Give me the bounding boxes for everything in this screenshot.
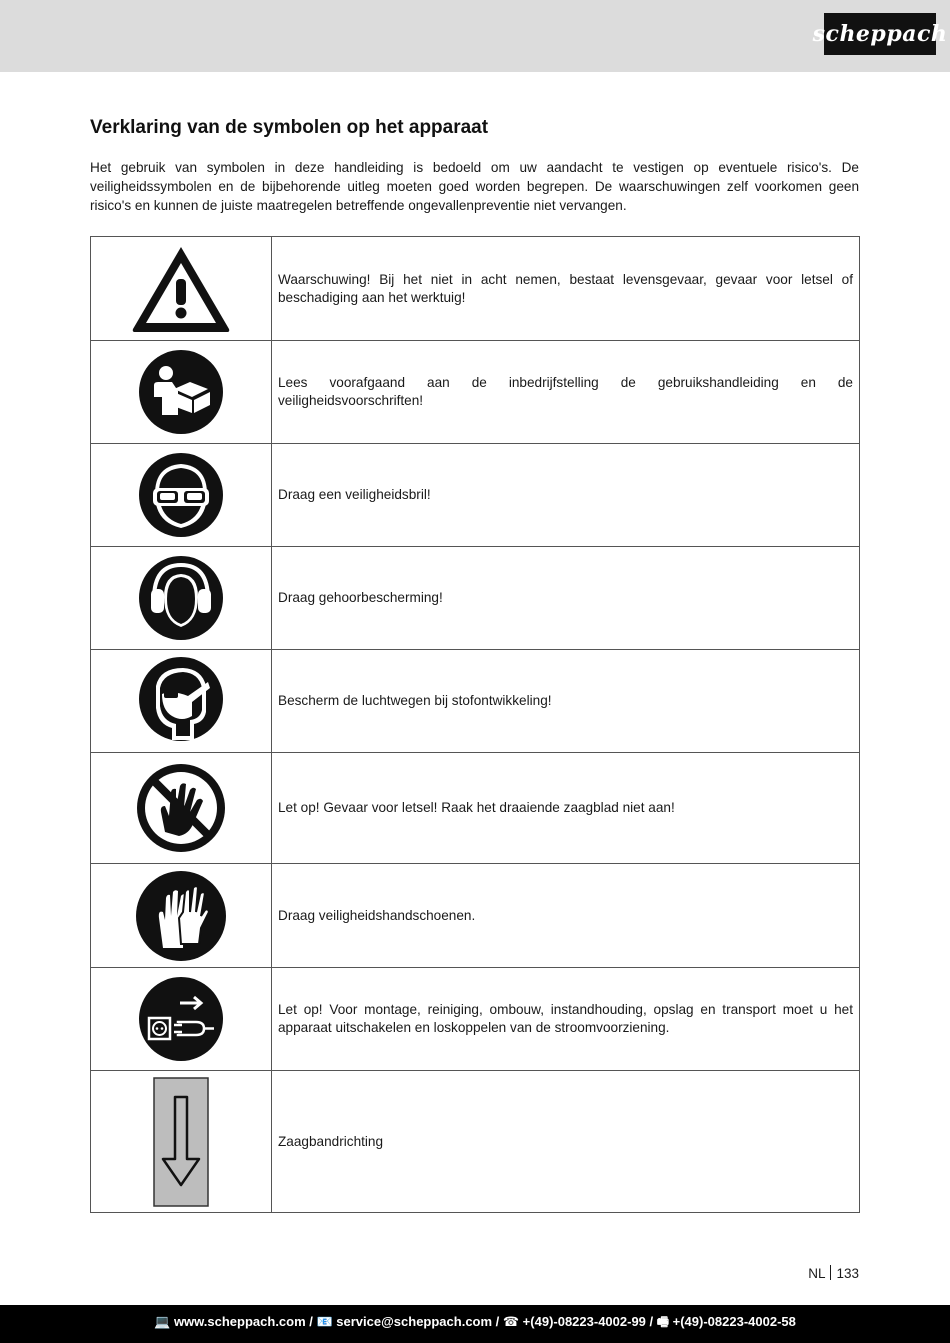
icon-cell <box>91 444 272 547</box>
table-row <box>91 968 860 1071</box>
icon-cell <box>91 650 272 753</box>
row-text: Bescherm de luchtwegen bij stofontwikkeling! <box>272 650 860 753</box>
icon-cell <box>91 341 272 444</box>
gloves-icon <box>135 870 227 962</box>
dust-mask-icon <box>138 656 224 746</box>
page-number <box>808 1265 859 1281</box>
saw-band-direction-arrow-icon <box>153 1077 209 1207</box>
ear-protection-icon <box>138 555 224 641</box>
table-row <box>91 547 860 650</box>
table-row <box>91 1071 860 1213</box>
page-language: NL <box>808 1266 826 1281</box>
table-row <box>91 650 860 753</box>
icon-cell <box>91 968 272 1071</box>
intro-paragraph: Het gebruik van symbolen in deze handleiding is bedoeld om uw aandacht te vestigen op eventuele risico's. De veiligheidssymbolen en de bijbehorende uitleg moeten goed worden begrepen. De waarschuwingen zelf voorkomen geen risico's en kunnen de juiste maatregelen betreffende ongevallenpreventie niet vervangen. <box>90 160 859 213</box>
read-manual-icon <box>138 349 224 435</box>
row-text: Lees voorafgaand aan de inbedrijfstelling de gebruikshandleiding en de veiligheidsvoorschriften! <box>272 341 860 444</box>
page-separator <box>830 1265 831 1280</box>
row-text: Waarschuwing! Bij het niet in acht nemen, bestaat levensgevaar, gevaar voor letsel of beschadiging aan het werktuig! <box>272 237 860 341</box>
unplug-icon <box>138 976 224 1062</box>
scheppach-logo: scheppach <box>824 13 936 55</box>
table-row <box>91 237 860 341</box>
icon-cell <box>91 753 272 864</box>
icon-cell <box>91 547 272 650</box>
page-number-value: 133 <box>836 1266 859 1281</box>
icon-cell <box>91 1071 272 1213</box>
footer-contact-text: 💻 www.scheppach.com / 📧 service@scheppach.com / ☎ +(49)-08223-4002-99 / 🖷 +(49)-08223-4002-58 <box>154 1314 796 1329</box>
table-row <box>91 864 860 968</box>
table-row <box>91 341 860 444</box>
section-title: Verklaring van de symbolen op het apparaat <box>90 117 489 138</box>
warning-triangle-icon <box>129 243 233 335</box>
safety-goggles-icon <box>138 452 224 538</box>
header-band <box>0 0 950 72</box>
row-text: Let op! Voor montage, reiniging, ombouw, instandhouding, opslag en transport moet u het apparaat uitschakelen en loskoppelen van de stroomvoorziening. <box>272 968 860 1071</box>
row-text: Draag veiligheidshandschoenen. <box>272 864 860 968</box>
table-row <box>91 753 860 864</box>
row-text: Draag een veiligheidsbril! <box>272 444 860 547</box>
table-row <box>91 444 860 547</box>
row-text: Zaagbandrichting <box>272 1071 860 1213</box>
icon-cell <box>91 237 272 341</box>
row-text: Draag gehoorbescherming! <box>272 547 860 650</box>
no-touch-hand-icon <box>135 762 227 854</box>
symbol-table <box>90 236 860 1213</box>
row-text: Let op! Gevaar voor letsel! Raak het draaiende zaagblad niet aan! <box>272 753 860 864</box>
icon-cell <box>91 864 272 968</box>
footer-bar <box>0 1305 950 1343</box>
